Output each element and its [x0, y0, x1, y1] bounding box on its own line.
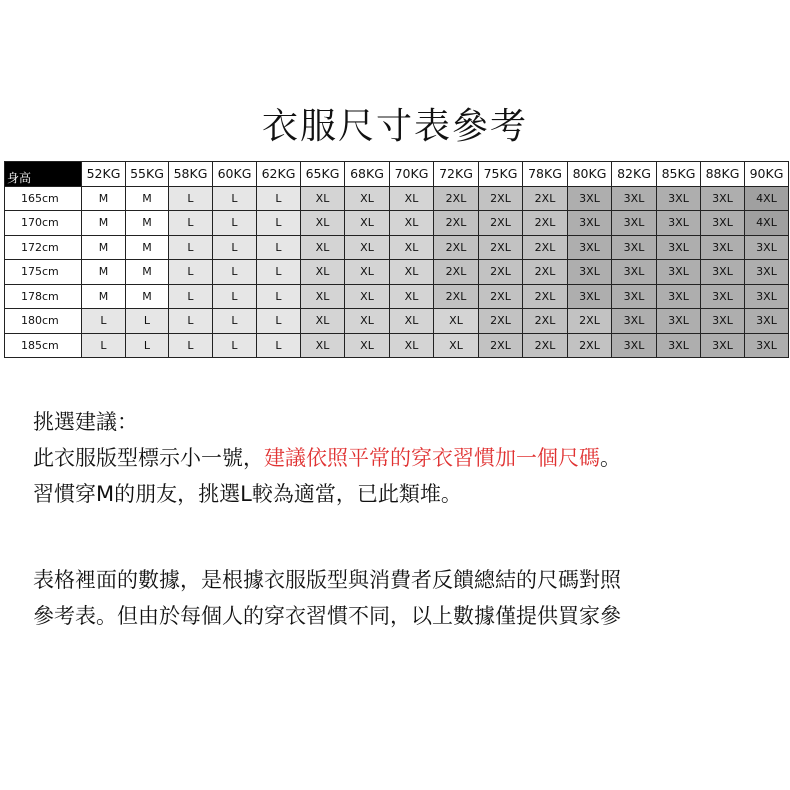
size-cell: 2XL — [523, 186, 568, 211]
height-cell: 175cm — [5, 260, 82, 285]
size-cell: 2XL — [434, 260, 479, 285]
size-cell: L — [213, 211, 257, 236]
weight-column-header: 90KG — [745, 162, 789, 187]
disclaimer-line-1: 表格裡面的數據，是根據衣服版型與消費者反饋總結的尺碼對照 — [33, 568, 621, 592]
size-chart-table — [4, 161, 789, 358]
table-row — [5, 284, 789, 309]
size-cell: XL — [301, 284, 345, 309]
weight-column-header: 75KG — [479, 162, 523, 187]
size-cell: XL — [390, 211, 434, 236]
size-cell: L — [169, 333, 213, 358]
size-cell: 3XL — [657, 211, 701, 236]
size-cell: L — [257, 309, 301, 334]
size-cell: XL — [301, 333, 345, 358]
size-cell: 2XL — [434, 284, 479, 309]
weight-column-header: 85KG — [657, 162, 701, 187]
height-cell: 172cm — [5, 235, 82, 260]
size-cell: 3XL — [612, 333, 657, 358]
size-cell: M — [126, 211, 169, 236]
size-cell: 2XL — [523, 309, 568, 334]
size-cell: M — [82, 260, 126, 285]
page-title: 衣服尺寸表參考 — [261, 106, 528, 147]
size-cell: 2XL — [479, 260, 523, 285]
size-cell: 2XL — [479, 284, 523, 309]
size-cell: XL — [390, 186, 434, 211]
weight-column-header: 55KG — [126, 162, 169, 187]
size-cell: 2XL — [523, 211, 568, 236]
size-cell: L — [257, 211, 301, 236]
height-cell: 180cm — [5, 309, 82, 334]
size-cell: 2XL — [434, 186, 479, 211]
size-cell: M — [82, 186, 126, 211]
weight-column-header: 80KG — [568, 162, 612, 187]
size-cell: L — [213, 186, 257, 211]
size-cell: 2XL — [479, 235, 523, 260]
advice-end-punct: 。 — [600, 446, 621, 470]
size-cell: L — [126, 309, 169, 334]
size-cell: 3XL — [612, 309, 657, 334]
size-cell: L — [82, 333, 126, 358]
size-cell: M — [126, 186, 169, 211]
size-cell: M — [82, 284, 126, 309]
size-cell: 3XL — [701, 186, 745, 211]
size-cell: 2XL — [523, 260, 568, 285]
size-cell: XL — [301, 235, 345, 260]
table-row — [5, 333, 789, 358]
weight-column-header: 58KG — [169, 162, 213, 187]
size-cell: XL — [345, 235, 390, 260]
size-cell: XL — [301, 211, 345, 236]
height-cell: 170cm — [5, 211, 82, 236]
size-cell: 3XL — [612, 260, 657, 285]
size-cell: XL — [390, 333, 434, 358]
size-cell: 2XL — [479, 186, 523, 211]
size-cell: 2XL — [434, 235, 479, 260]
size-cell: 3XL — [745, 309, 789, 334]
table-row — [5, 260, 789, 285]
size-cell: L — [169, 235, 213, 260]
size-cell: L — [257, 333, 301, 358]
size-cell: 2XL — [479, 309, 523, 334]
size-cell: 3XL — [657, 309, 701, 334]
size-cell: L — [257, 235, 301, 260]
size-cell: 3XL — [745, 235, 789, 260]
table-row — [5, 235, 789, 260]
size-cell: L — [213, 235, 257, 260]
size-cell: 3XL — [701, 235, 745, 260]
table-row — [5, 309, 789, 334]
weight-column-header: 82KG — [612, 162, 657, 187]
weight-column-header: 78KG — [523, 162, 568, 187]
size-cell: XL — [390, 260, 434, 285]
size-cell: 3XL — [701, 211, 745, 236]
size-cell: 3XL — [701, 284, 745, 309]
size-cell: L — [257, 186, 301, 211]
weight-column-header: 72KG — [434, 162, 479, 187]
advice-highlight-text: 建議依照平常的穿衣習慣加一個尺碼 — [264, 446, 600, 470]
size-cell: 3XL — [657, 284, 701, 309]
weight-column-header: 62KG — [257, 162, 301, 187]
table-row — [5, 186, 789, 211]
size-cell: 4XL — [745, 211, 789, 236]
size-cell: 3XL — [745, 333, 789, 358]
disclaimer-section — [33, 562, 773, 634]
size-cell: XL — [345, 211, 390, 236]
size-cell: 3XL — [701, 309, 745, 334]
size-cell: M — [82, 235, 126, 260]
size-cell: XL — [434, 333, 479, 358]
size-cell: L — [213, 309, 257, 334]
size-cell: 3XL — [701, 260, 745, 285]
size-cell: 3XL — [657, 260, 701, 285]
size-cell: 3XL — [612, 211, 657, 236]
size-cell: L — [257, 284, 301, 309]
size-cell: 3XL — [657, 235, 701, 260]
weight-column-header: 60KG — [213, 162, 257, 187]
size-cell: L — [169, 309, 213, 334]
size-cell: L — [213, 260, 257, 285]
size-cell: XL — [390, 309, 434, 334]
size-cell: 3XL — [612, 235, 657, 260]
weight-column-header: 52KG — [82, 162, 126, 187]
size-cell: XL — [434, 309, 479, 334]
size-cell: L — [169, 211, 213, 236]
size-cell: 2XL — [523, 284, 568, 309]
size-cell: 3XL — [568, 235, 612, 260]
size-cell: 2XL — [568, 309, 612, 334]
advice-line-size-note — [33, 440, 773, 476]
size-cell: 3XL — [568, 211, 612, 236]
size-cell: L — [169, 284, 213, 309]
size-cell: 3XL — [701, 333, 745, 358]
table-row — [5, 211, 789, 236]
size-cell: 3XL — [657, 333, 701, 358]
advice-heading: 挑選建議： — [33, 410, 138, 434]
size-cell: 2XL — [479, 211, 523, 236]
size-cell: M — [126, 260, 169, 285]
size-cell: 3XL — [568, 260, 612, 285]
advice-line-example: 習慣穿M的朋友，挑選L較為適當，已此類堆。 — [33, 482, 462, 506]
size-cell: L — [82, 309, 126, 334]
size-cell: L — [126, 333, 169, 358]
size-cell: 3XL — [568, 284, 612, 309]
size-cell: 3XL — [612, 186, 657, 211]
size-cell: M — [126, 284, 169, 309]
weight-column-header: 65KG — [301, 162, 345, 187]
size-cell: XL — [390, 235, 434, 260]
size-cell: 3XL — [745, 284, 789, 309]
height-cell: 185cm — [5, 333, 82, 358]
size-cell: XL — [345, 260, 390, 285]
size-cell: 2XL — [434, 211, 479, 236]
size-cell: L — [169, 260, 213, 285]
table-body — [5, 186, 789, 358]
advice-section — [33, 404, 773, 512]
size-cell: L — [257, 260, 301, 285]
table-header-row — [5, 162, 789, 187]
size-cell: L — [169, 186, 213, 211]
size-cell: L — [213, 284, 257, 309]
size-cell: XL — [345, 284, 390, 309]
size-cell: 3XL — [612, 284, 657, 309]
size-cell: M — [82, 211, 126, 236]
size-cell: XL — [345, 309, 390, 334]
weight-column-header: 88KG — [701, 162, 745, 187]
size-cell: 2XL — [523, 235, 568, 260]
size-cell: XL — [345, 333, 390, 358]
height-cell: 165cm — [5, 186, 82, 211]
size-cell: L — [213, 333, 257, 358]
size-cell: 2XL — [568, 333, 612, 358]
size-cell: XL — [345, 186, 390, 211]
size-cell: XL — [301, 309, 345, 334]
size-cell: 3XL — [745, 260, 789, 285]
size-cell: M — [126, 235, 169, 260]
weight-column-header: 68KG — [345, 162, 390, 187]
size-cell: XL — [301, 186, 345, 211]
size-cell: XL — [301, 260, 345, 285]
size-cell: 3XL — [657, 186, 701, 211]
size-cell: 2XL — [479, 333, 523, 358]
weight-column-header: 70KG — [390, 162, 434, 187]
advice-normal-text: 此衣服版型標示小一號， — [33, 446, 264, 470]
size-cell: 4XL — [745, 186, 789, 211]
size-cell: 2XL — [523, 333, 568, 358]
height-column-header: 身高 — [5, 162, 82, 187]
size-cell: 3XL — [568, 186, 612, 211]
disclaimer-line-2: 參考表。但由於每個人的穿衣習慣不同，以上數據僅提供買家參 — [33, 604, 621, 628]
height-cell: 178cm — [5, 284, 82, 309]
size-cell: XL — [390, 284, 434, 309]
